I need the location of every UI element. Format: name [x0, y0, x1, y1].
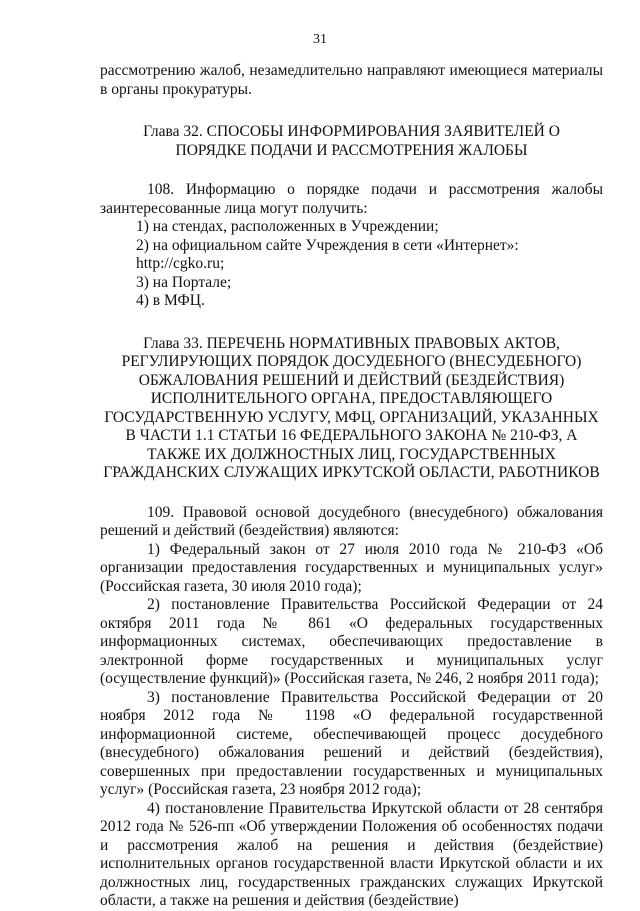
continuation-paragraph: рассмотрению жалоб, незамедлительно направляют имеющиеся материалы в органы прокуратуры.	[100, 62, 603, 98]
paragraph-109: 109. Правовой основой досудебного (внесудебного) обжалования решений и действий (бездействия) являются:	[100, 503, 603, 539]
list-item: 3) постановление Правительства Российской Федерации от 20 ноября 2012 года № 1198 «О федеральной государственной информационной системе, обеспечивающей процесс досудебного (внесудебного) обжалования решений и действий (бездействия), совершенных при предоставлении государственных и муниципальных услуг» (Российская газета, 23 ноября 2012 года);	[100, 688, 603, 798]
chapter-33-heading: Глава 33. ПЕРЕЧЕНЬ НОРМАТИВНЫХ ПРАВОВЫХ АКТОВ, РЕГУЛИРУЮЩИХ ПОРЯДОК ДОСУДЕБНОГО (ВНЕСУДЕБНОГО) ОБЖАЛОВАНИЯ РЕШЕНИЙ И ДЕЙСТВИЙ (БЕЗДЕЙСТВИЯ) ИСПОЛНИТЕЛЬНОГО ОРГАНА, ПРЕДОСТАВЛЯЮЩЕГО ГОСУДАРСТВЕННУЮ УСЛУГУ, МФЦ, ОРГАНИЗАЦИЙ, УКАЗАННЫХ В ЧАСТИ 1.1 СТАТЬИ 16 ФЕДЕРАЛЬНОГО ЗАКОНА № 210-ФЗ, А ТАКЖЕ ИХ ДОЛЖНОСТНЫХ ЛИЦ, ГОСУДАРСТВЕННЫХ ГРАЖДАНСКИХ СЛУЖАЩИХ ИРКУТСКОЙ ОБЛАСТИ, РАБОТНИКОВ	[103, 334, 600, 481]
page-number: 31	[313, 32, 327, 47]
list-item: 4) в МФЦ.	[136, 292, 205, 309]
list-item: 1) Федеральный закон от 27 июля 2010 года № 210-ФЗ «Об организации предоставления государственных и муниципальных услуг» (Российская газета, 30 июля 2010 года);	[100, 540, 603, 595]
list-item: 4) постановление Правительства Иркутской области от 28 сентября 2012 года № 526-пп «Об утверждении Положения об особенностях подачи и рассмотрения жалоб на решения и действия (бездействие) исполнительных органов государственной власти Иркутской области и их должностных лиц, государственных гражданских служащих Иркутской области, а также на решения и действия (бездействие)	[100, 799, 603, 909]
list-item: 2) постановление Правительства Российской Федерации от 24 октября 2011 года № 861 «О федеральных государственных информационных системах, обеспечивающих предоставление в электронной форме государственных и муниципальных услуг (осуществление функций)» (Российская газета, № 246, 2 ноября 2011 года);	[100, 596, 603, 687]
page-body	[100, 62, 603, 911]
list-item: 3) на Портале;	[136, 273, 232, 291]
chapter-32-heading: Глава 32. СПОСОБЫ ИНФОРМИРОВАНИЯ ЗАЯВИТЕЛЕЙ О ПОРЯДКЕ ПОДАЧИ И РАССМОТРЕНИЯ ЖАЛОБЫ	[143, 123, 560, 159]
paragraph-108: 108. Информацию о порядке подачи и рассмотрения жалобы заинтересованные лица могут получить:	[100, 181, 603, 217]
list-item: 1) на стендах, расположенных в Учреждении;	[136, 218, 439, 235]
list-item: 2) на официальном сайте Учреждения в сети «Интернет»: http://cgko.ru;	[136, 236, 519, 272]
